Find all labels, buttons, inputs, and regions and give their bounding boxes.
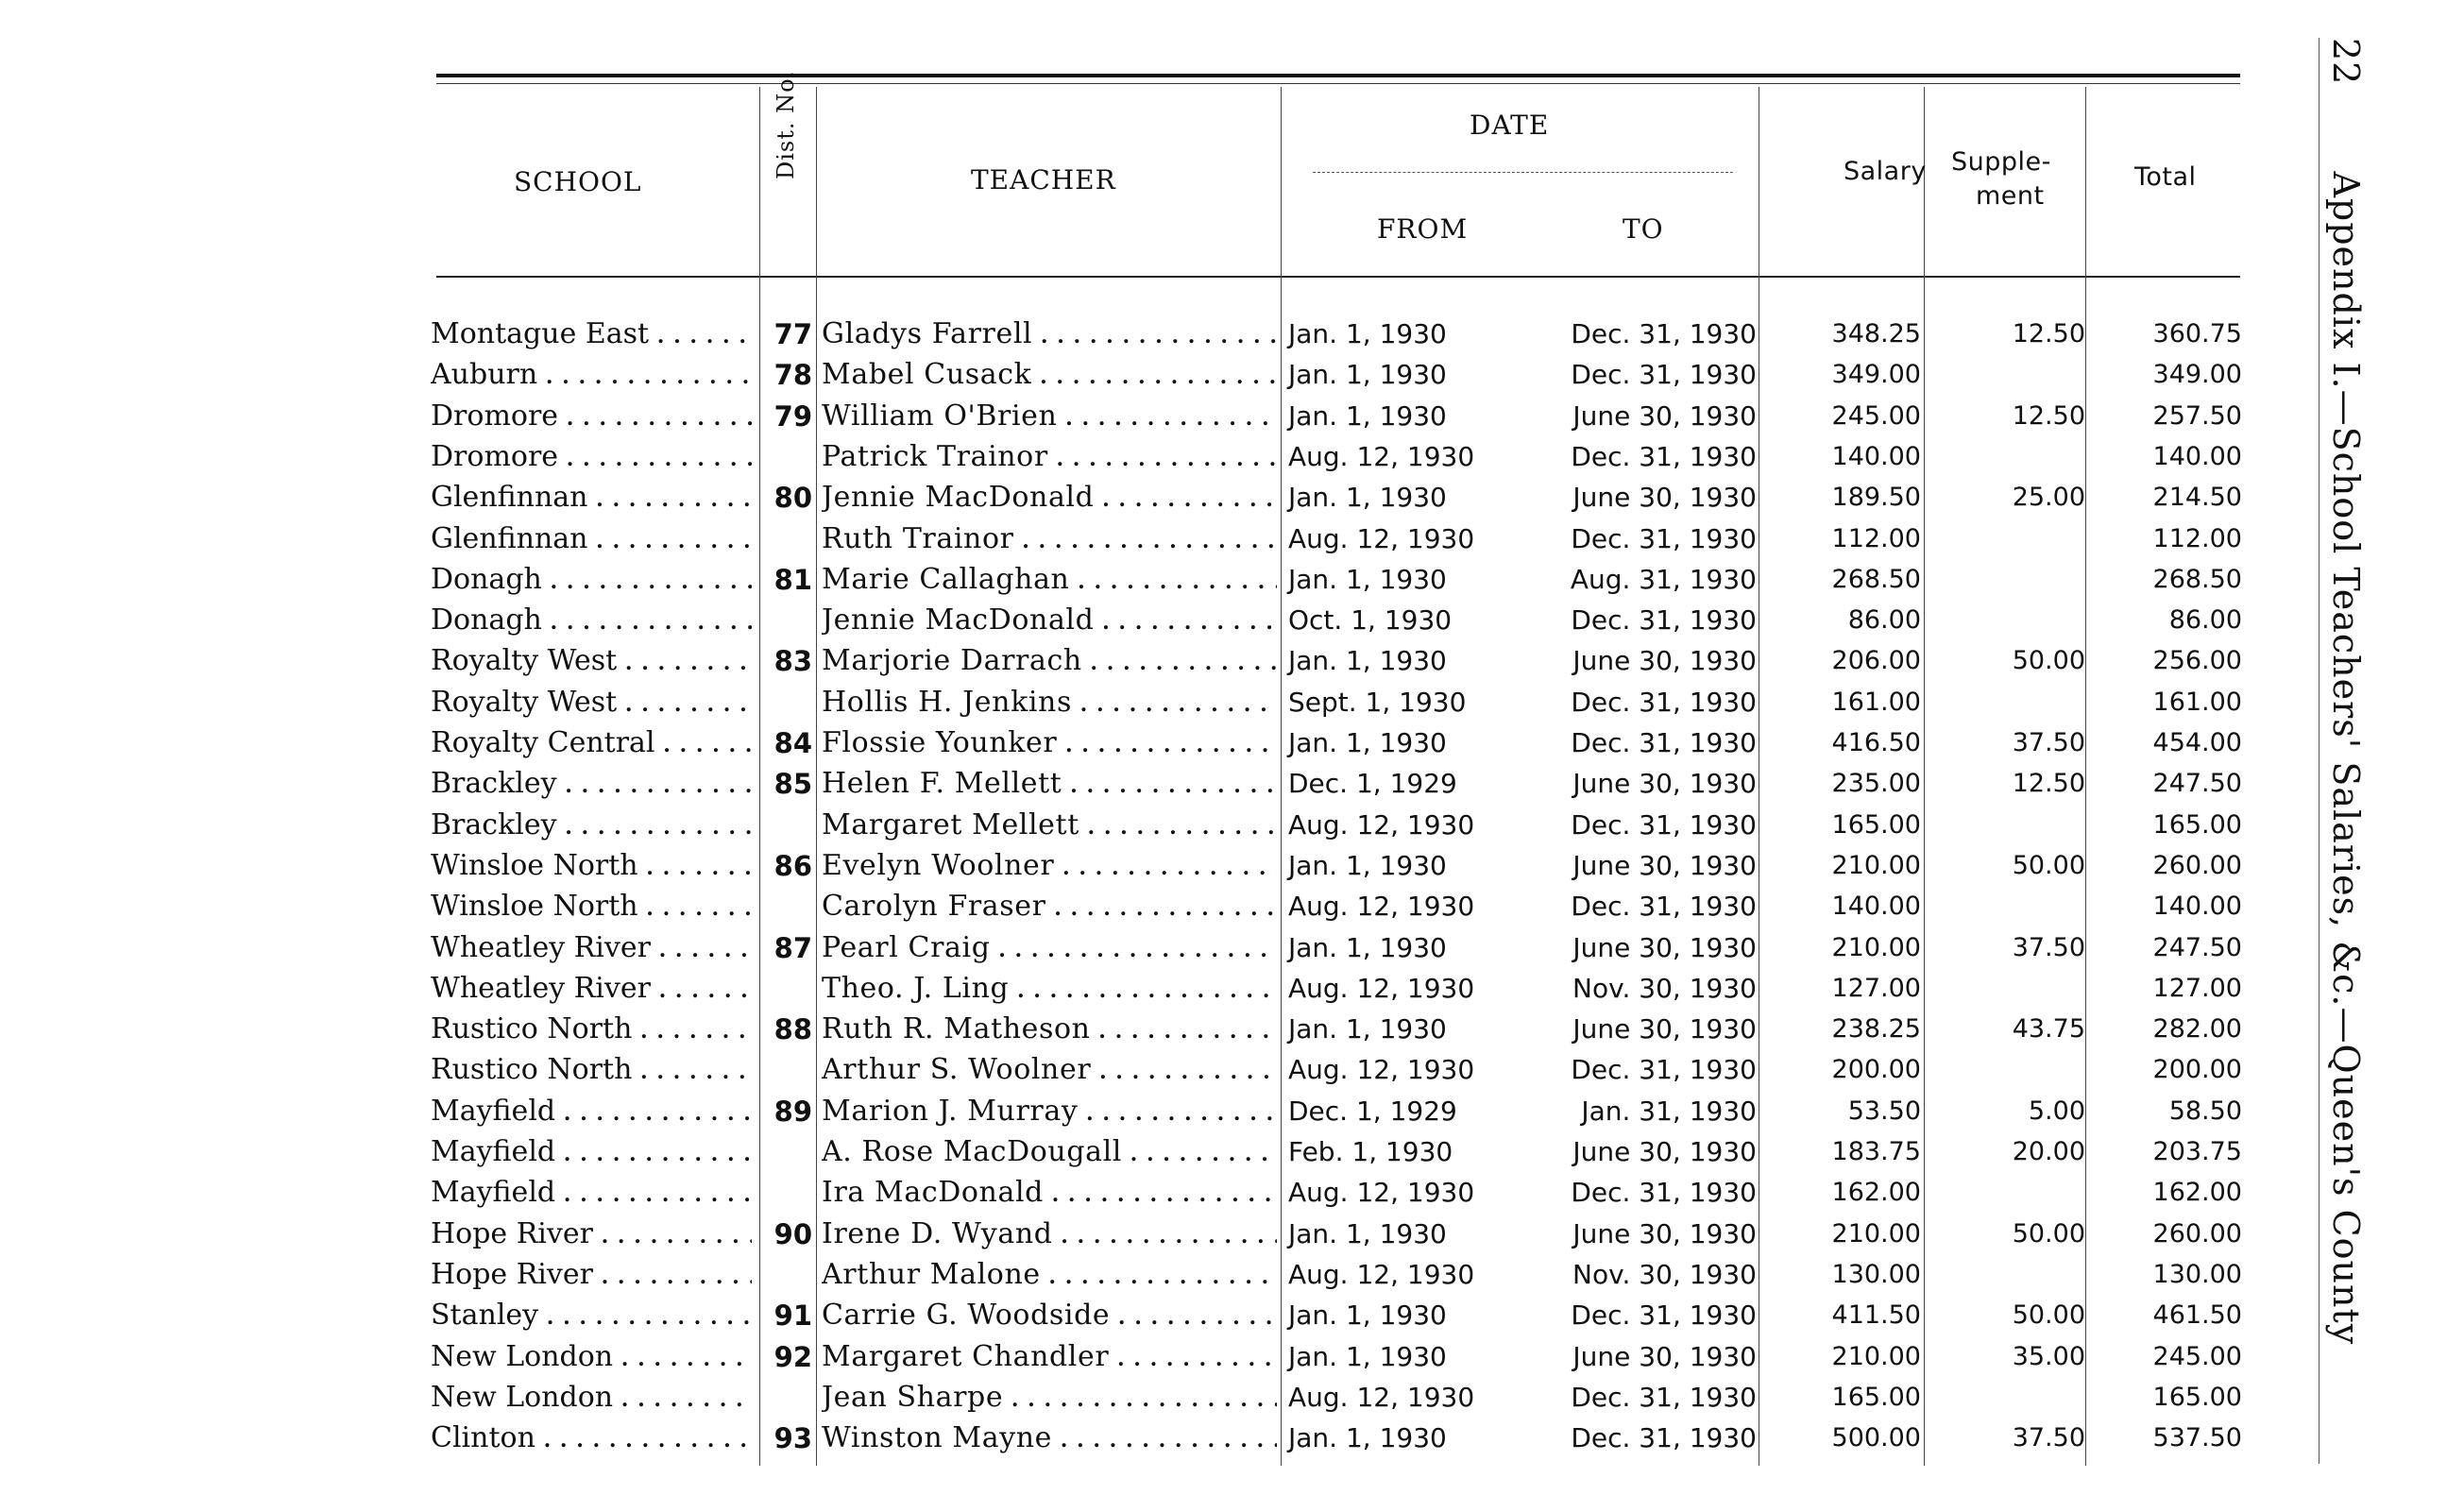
- row-teacher: Jean Sharpe . . .: [822, 1379, 1277, 1417]
- row-date-to: Dec. 31, 1930: [1571, 1300, 1757, 1332]
- row-school: New London . . .: [431, 1338, 752, 1376]
- row-teacher: Marjorie Darrach . . .: [822, 642, 1277, 680]
- row-dist-no: [767, 1051, 812, 1089]
- row-salary: 238.25: [1831, 1014, 1921, 1045]
- row-supplement: [1936, 1051, 2085, 1089]
- row-total: 214.50: [2152, 483, 2242, 513]
- row-teacher: Evelyn Woolner . . .: [822, 847, 1277, 885]
- side-title-rule: [2319, 38, 2320, 1464]
- row-date-to: Dec. 31, 1930: [1571, 686, 1757, 718]
- row-date-from: Aug. 12, 1930: [1288, 522, 1475, 554]
- row-teacher: Helen F. Mellett . . .: [822, 765, 1277, 803]
- row-salary: 189.50: [1831, 483, 1921, 513]
- row-supplement: 50.00: [2012, 1218, 2085, 1249]
- table-row: [0, 1093, 2447, 1130]
- row-dist-no: 89: [773, 1095, 812, 1128]
- row-school: Stanley . . .: [431, 1297, 752, 1334]
- row-date-to: June 30, 1930: [1572, 399, 1757, 432]
- row-school: Royalty West . . .: [431, 684, 752, 722]
- row-dist-no: 88: [773, 1013, 812, 1046]
- row-supplement: [1936, 1379, 2085, 1417]
- row-salary: 268.50: [1831, 564, 1921, 594]
- row-date-from: Aug. 12, 1930: [1288, 440, 1475, 472]
- row-date-from: Jan. 1, 1930: [1288, 849, 1447, 881]
- row-teacher: Gladys Farrell . . .: [822, 315, 1277, 353]
- row-supplement: [1936, 1174, 2085, 1212]
- row-date-from: Jan. 1, 1930: [1288, 1217, 1447, 1249]
- row-dist-no: [767, 807, 812, 844]
- row-date-to: Dec. 31, 1930: [1571, 1054, 1757, 1086]
- row-school: Brackley . . .: [431, 765, 752, 803]
- row-salary: 235.00: [1831, 769, 1921, 799]
- page-number: 22: [2325, 38, 2367, 86]
- row-dist-no: [767, 1133, 812, 1171]
- row-supplement: [1936, 1256, 2085, 1294]
- row-teacher: Marie Callaghan . . .: [822, 561, 1277, 599]
- row-dist-no: 81: [773, 563, 812, 596]
- table-row: [0, 888, 2447, 926]
- row-school: Donagh . . .: [431, 602, 752, 639]
- row-date-to: Dec. 31, 1930: [1571, 359, 1757, 391]
- row-dist-no: [767, 438, 812, 476]
- row-dist-no: 87: [773, 931, 812, 964]
- row-teacher: Jennie MacDonald . . .: [822, 479, 1277, 517]
- row-salary: 183.75: [1831, 1137, 1921, 1166]
- table-row: [0, 1379, 2447, 1417]
- row-date-from: Jan. 1, 1930: [1288, 359, 1447, 391]
- row-total: 454.00: [2152, 728, 2242, 757]
- row-date-to: June 30, 1930: [1572, 1217, 1757, 1249]
- row-total: 112.00: [2152, 523, 2242, 553]
- row-dist-no: 90: [773, 1217, 812, 1250]
- table-row: [0, 1051, 2447, 1089]
- row-teacher: Arthur S. Woolner . . .: [822, 1051, 1277, 1089]
- row-total: 247.50: [2152, 769, 2242, 799]
- row-teacher: Margaret Chandler . . .: [822, 1338, 1277, 1376]
- row-date-from: Oct. 1, 1930: [1288, 604, 1453, 637]
- header-total: Total: [2134, 162, 2197, 192]
- row-date-to: Aug. 31, 1930: [1570, 563, 1757, 595]
- row-total: 165.00: [2152, 1382, 2242, 1412]
- row-salary: 140.00: [1831, 892, 1921, 922]
- row-school: Donagh . . .: [431, 561, 752, 599]
- row-date-from: Jan. 1, 1930: [1288, 563, 1447, 595]
- row-salary: 165.00: [1831, 809, 1921, 840]
- row-supplement: 12.50: [2012, 400, 2085, 431]
- row-supplement: [1936, 561, 2085, 599]
- table-row: [0, 1011, 2447, 1048]
- row-salary: 500.00: [1831, 1423, 1921, 1453]
- row-dist-no: 79: [773, 399, 812, 433]
- row-supplement: 50.00: [2012, 1300, 2085, 1331]
- row-salary: 161.00: [1831, 687, 1921, 717]
- row-school: Royalty West . . .: [431, 642, 752, 680]
- row-date-to: Dec. 31, 1930: [1571, 1422, 1757, 1454]
- row-school: Glenfinnan . . .: [431, 520, 752, 558]
- row-date-to: Dec. 31, 1930: [1571, 440, 1757, 472]
- row-total: 200.00: [2152, 1055, 2242, 1085]
- row-total: 58.50: [2168, 1096, 2242, 1126]
- header-salary: Salary: [1844, 157, 1927, 186]
- row-school: Dromore . . .: [431, 398, 752, 435]
- row-supplement: 20.00: [2012, 1137, 2085, 1166]
- row-teacher: A. Rose MacDougall . . .: [822, 1133, 1277, 1171]
- row-school: Winsloe North . . .: [431, 847, 752, 885]
- row-teacher: Carolyn Fraser . . .: [822, 888, 1277, 926]
- row-school: Royalty Central . . .: [431, 724, 752, 762]
- row-school: Hope River . . .: [431, 1256, 752, 1294]
- row-school: Mayfield . . .: [431, 1093, 752, 1130]
- row-date-from: Aug. 12, 1930: [1288, 1054, 1475, 1086]
- row-supplement: [1936, 970, 2085, 1008]
- row-total: 127.00: [2152, 973, 2242, 1003]
- row-total: 86.00: [2168, 605, 2242, 636]
- table-row: [0, 929, 2447, 967]
- table-row: [0, 315, 2447, 353]
- row-date-to: June 30, 1930: [1572, 768, 1757, 800]
- row-supplement: 35.00: [2012, 1341, 2085, 1371]
- row-date-from: Jan. 1, 1930: [1288, 399, 1447, 432]
- row-date-from: Jan. 1, 1930: [1288, 1422, 1447, 1454]
- row-supplement: 50.00: [2012, 850, 2085, 880]
- header-supplement-line2: ment: [1976, 181, 2045, 211]
- row-total: 245.00: [2152, 1341, 2242, 1371]
- row-total: 268.50: [2152, 564, 2242, 594]
- row-salary: 127.00: [1831, 973, 1921, 1003]
- row-dist-no: [767, 684, 812, 722]
- row-dist-no: 86: [773, 849, 812, 882]
- table-row: [0, 807, 2447, 844]
- row-dist-no: [767, 520, 812, 558]
- table-row: [0, 847, 2447, 885]
- row-school: Hope River . . .: [431, 1215, 752, 1253]
- row-date-to: Dec. 31, 1930: [1571, 808, 1757, 841]
- row-school: New London . . .: [431, 1379, 752, 1417]
- row-dist-no: [767, 888, 812, 926]
- row-total: 260.00: [2152, 1218, 2242, 1249]
- row-total: 162.00: [2152, 1178, 2242, 1208]
- date-header-divider: [1313, 172, 1733, 174]
- row-salary: 206.00: [1831, 646, 1921, 676]
- row-supplement: [1936, 807, 2085, 844]
- row-supplement: 5.00: [2028, 1096, 2085, 1126]
- row-school: Rustico North . . .: [431, 1051, 752, 1089]
- row-date-to: June 30, 1930: [1572, 645, 1757, 677]
- row-salary: 245.00: [1831, 400, 1921, 431]
- row-teacher: Patrick Trainor . . .: [822, 438, 1277, 476]
- row-total: 349.00: [2152, 360, 2242, 390]
- row-salary: 348.25: [1831, 319, 1921, 348]
- side-title-text: Appendix I.—School Teachers' Salaries, &c.—Queen's County: [2325, 171, 2367, 1346]
- row-dist-no: 80: [773, 482, 812, 515]
- row-date-to: Dec. 31, 1930: [1571, 604, 1757, 637]
- row-date-to: June 30, 1930: [1572, 849, 1757, 881]
- header-teacher: TEACHER: [971, 164, 1116, 195]
- row-salary: 416.50: [1831, 728, 1921, 757]
- row-date-to: June 30, 1930: [1572, 482, 1757, 514]
- row-supplement: 12.50: [2012, 769, 2085, 799]
- row-school: Winsloe North . . .: [431, 888, 752, 926]
- row-dist-no: [767, 970, 812, 1008]
- row-supplement: 37.50: [2012, 932, 2085, 962]
- table-row: [0, 356, 2447, 394]
- row-salary: 210.00: [1831, 850, 1921, 880]
- row-supplement: 50.00: [2012, 646, 2085, 676]
- row-school: Rustico North . . .: [431, 1011, 752, 1048]
- row-dist-no: [767, 1256, 812, 1294]
- row-date-to: Dec. 31, 1930: [1571, 522, 1757, 554]
- table-row: [0, 398, 2447, 435]
- row-total: 140.00: [2152, 892, 2242, 922]
- row-total: 140.00: [2152, 441, 2242, 471]
- row-date-from: Jan. 1, 1930: [1288, 1340, 1447, 1372]
- table-row: [0, 1256, 2447, 1294]
- row-school: Dromore . . .: [431, 438, 752, 476]
- row-supplement: 12.50: [2012, 319, 2085, 348]
- row-date-to: Nov. 30, 1930: [1572, 972, 1757, 1004]
- row-total: 203.75: [2152, 1137, 2242, 1166]
- row-total: 537.50: [2152, 1423, 2242, 1453]
- row-date-from: Dec. 1, 1929: [1288, 768, 1457, 800]
- row-school: Clinton . . .: [431, 1419, 752, 1457]
- row-school: Mayfield . . .: [431, 1133, 752, 1171]
- row-total: 161.00: [2152, 687, 2242, 717]
- row-salary: 210.00: [1831, 1341, 1921, 1371]
- row-supplement: 37.50: [2012, 1423, 2085, 1453]
- row-date-from: Jan. 1, 1930: [1288, 727, 1447, 758]
- row-date-to: June 30, 1930: [1572, 931, 1757, 963]
- row-date-from: Jan. 1, 1930: [1288, 482, 1447, 514]
- row-school: Wheatley River . . .: [431, 929, 752, 967]
- row-date-from: Aug. 12, 1930: [1288, 1258, 1475, 1290]
- row-teacher: Flossie Younker . . .: [822, 724, 1277, 762]
- row-dist-no: 92: [773, 1340, 812, 1373]
- row-salary: 200.00: [1831, 1055, 1921, 1085]
- top-rule-thick: [436, 74, 2240, 77]
- row-supplement: [1936, 356, 2085, 394]
- row-supplement: 25.00: [2012, 483, 2085, 513]
- row-dist-no: 93: [773, 1422, 812, 1455]
- row-teacher: Irene D. Wyand . . .: [822, 1215, 1277, 1253]
- row-salary: 210.00: [1831, 1218, 1921, 1249]
- table-row: [0, 561, 2447, 599]
- row-dist-no: 77: [773, 318, 812, 350]
- row-school: Brackley . . .: [431, 807, 752, 844]
- row-supplement: [1936, 888, 2085, 926]
- row-salary: 349.00: [1831, 360, 1921, 390]
- row-date-from: Dec. 1, 1929: [1288, 1095, 1457, 1127]
- table-row: [0, 479, 2447, 517]
- table-row: [0, 1215, 2447, 1253]
- row-supplement: 43.75: [2012, 1014, 2085, 1045]
- table-row: [0, 1419, 2447, 1457]
- table-row: [0, 438, 2447, 476]
- row-date-from: Jan. 1, 1930: [1288, 931, 1447, 963]
- table-row: [0, 642, 2447, 680]
- row-total: 282.00: [2152, 1014, 2242, 1045]
- row-date-from: Jan. 1, 1930: [1288, 318, 1447, 349]
- row-salary: 162.00: [1831, 1178, 1921, 1208]
- row-dist-no: 84: [773, 727, 812, 759]
- row-date-to: Jan. 31, 1930: [1581, 1095, 1757, 1127]
- row-date-to: Dec. 31, 1930: [1571, 891, 1757, 923]
- header-supplement-line1: Supple-: [1951, 147, 2051, 177]
- row-dist-no: 85: [773, 768, 812, 801]
- header-bottom-rule: [436, 276, 2240, 278]
- row-teacher: Pearl Craig . . .: [822, 929, 1277, 967]
- row-date-from: Aug. 12, 1930: [1288, 808, 1475, 841]
- row-total: 256.00: [2152, 646, 2242, 676]
- row-date-to: Dec. 31, 1930: [1571, 1381, 1757, 1413]
- table-row: [0, 1133, 2447, 1171]
- row-date-to: Nov. 30, 1930: [1572, 1258, 1757, 1290]
- top-rule-thin: [436, 83, 2240, 84]
- side-title: [2325, 38, 2367, 1345]
- row-date-from: Aug. 12, 1930: [1288, 972, 1475, 1004]
- row-total: 247.50: [2152, 932, 2242, 962]
- row-dist-no: [767, 602, 812, 639]
- row-dist-no: [767, 1379, 812, 1417]
- row-salary: 112.00: [1831, 523, 1921, 553]
- row-school: Glenfinnan . . .: [431, 479, 752, 517]
- row-teacher: Margaret Mellett . . .: [822, 807, 1277, 844]
- table-row: [0, 1297, 2447, 1334]
- row-school: Montague East . . .: [431, 315, 752, 353]
- row-salary: 86.00: [1847, 605, 1921, 636]
- row-total: 260.00: [2152, 850, 2242, 880]
- row-teacher: Arthur Malone . . .: [822, 1256, 1277, 1294]
- table-row: [0, 765, 2447, 803]
- header-dist-no: Dist. No.: [773, 70, 799, 179]
- row-teacher: William O'Brien . . .: [822, 398, 1277, 435]
- table-row: [0, 1174, 2447, 1212]
- row-teacher: Ruth Trainor . . .: [822, 520, 1277, 558]
- table-row: [0, 602, 2447, 639]
- row-salary: 210.00: [1831, 932, 1921, 962]
- header-school: SCHOOL: [514, 166, 642, 197]
- row-supplement: [1936, 684, 2085, 722]
- row-teacher: Ira MacDonald . . .: [822, 1174, 1277, 1212]
- table-row: [0, 684, 2447, 722]
- row-salary: 130.00: [1831, 1259, 1921, 1289]
- header-to: TO: [1623, 213, 1664, 245]
- row-date-from: Aug. 12, 1930: [1288, 1177, 1475, 1209]
- row-date-to: Dec. 31, 1930: [1571, 727, 1757, 758]
- row-date-to: June 30, 1930: [1572, 1013, 1757, 1045]
- row-dist-no: 83: [773, 645, 812, 678]
- row-date-to: June 30, 1930: [1572, 1136, 1757, 1167]
- row-supplement: [1936, 438, 2085, 476]
- row-dist-no: [767, 1174, 812, 1212]
- row-teacher: Mabel Cusack . . .: [822, 356, 1277, 394]
- row-teacher: Jennie MacDonald . . .: [822, 602, 1277, 639]
- row-teacher: Carrie G. Woodside . . .: [822, 1297, 1277, 1334]
- row-school: Wheatley River . . .: [431, 970, 752, 1008]
- row-supplement: [1936, 602, 2085, 639]
- row-salary: 411.50: [1831, 1300, 1921, 1331]
- row-total: 130.00: [2152, 1259, 2242, 1289]
- row-teacher: Hollis H. Jenkins . . .: [822, 684, 1277, 722]
- row-total: 461.50: [2152, 1300, 2242, 1331]
- row-date-from: Jan. 1, 1930: [1288, 1300, 1447, 1332]
- row-date-to: Dec. 31, 1930: [1571, 1177, 1757, 1209]
- row-salary: 165.00: [1831, 1382, 1921, 1412]
- row-total: 257.50: [2152, 400, 2242, 431]
- row-total: 165.00: [2152, 809, 2242, 840]
- row-teacher: Winston Mayne . . .: [822, 1419, 1277, 1457]
- table-row: [0, 1338, 2447, 1376]
- table-row: [0, 520, 2447, 558]
- table-row: [0, 724, 2447, 762]
- row-school: Auburn . . .: [431, 356, 752, 394]
- row-total: 360.75: [2152, 319, 2242, 348]
- row-date-from: Aug. 12, 1930: [1288, 891, 1475, 923]
- row-salary: 140.00: [1831, 441, 1921, 471]
- row-dist-no: 78: [773, 359, 812, 392]
- row-supplement: 37.50: [2012, 728, 2085, 757]
- row-date-from: Aug. 12, 1930: [1288, 1381, 1475, 1413]
- row-date-from: Feb. 1, 1930: [1288, 1136, 1453, 1167]
- row-date-from: Jan. 1, 1930: [1288, 1013, 1447, 1045]
- header-date: DATE: [1470, 110, 1550, 141]
- row-date-from: Jan. 1, 1930: [1288, 645, 1447, 677]
- row-date-from: Sept. 1, 1930: [1288, 686, 1467, 718]
- row-supplement: [1936, 520, 2085, 558]
- row-teacher: Ruth R. Matheson . . .: [822, 1011, 1277, 1048]
- row-school: Mayfield . . .: [431, 1174, 752, 1212]
- row-teacher: Theo. J. Ling . . .: [822, 970, 1277, 1008]
- row-date-to: June 30, 1930: [1572, 1340, 1757, 1372]
- row-date-to: Dec. 31, 1930: [1571, 318, 1757, 349]
- row-salary: 53.50: [1847, 1096, 1921, 1126]
- row-dist-no: 91: [773, 1300, 812, 1333]
- row-teacher: Marion J. Murray . . .: [822, 1093, 1277, 1130]
- table-row: [0, 970, 2447, 1008]
- header-from: FROM: [1377, 213, 1469, 245]
